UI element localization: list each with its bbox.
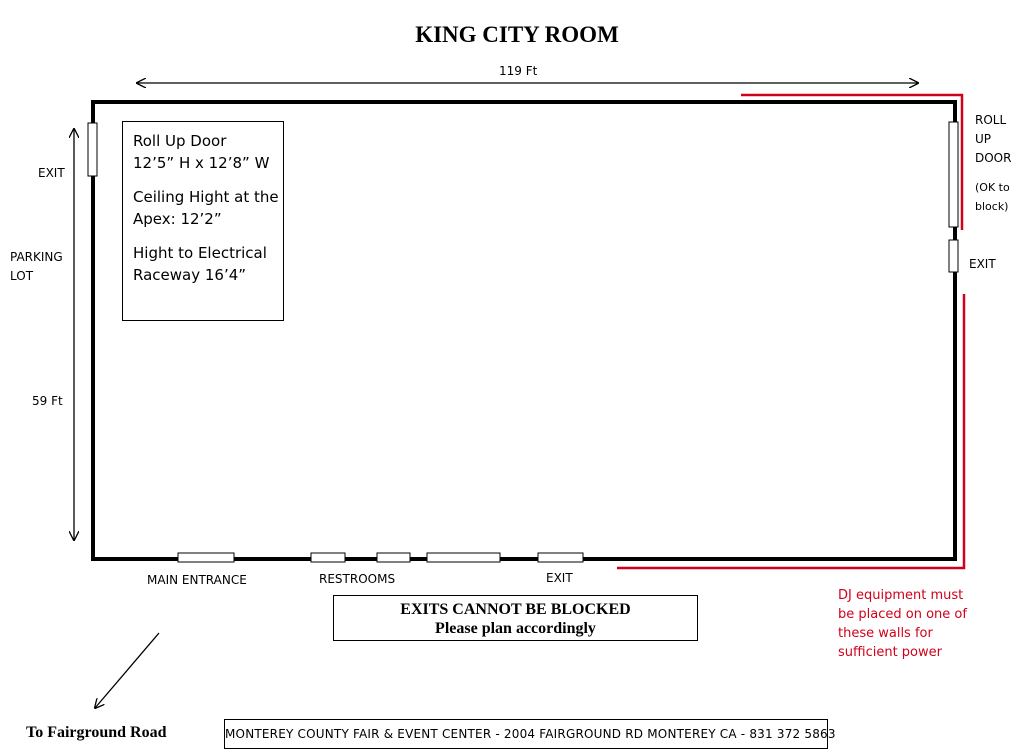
info-raceway-height-value: Raceway 16’4” (133, 266, 247, 284)
info-ceiling-height: Ceiling Hight at the (133, 188, 279, 206)
footer-address: MONTEREY COUNTY FAIR & EVENT CENTER - 2004 FAIRGROUND RD MONTEREY CA - 831 372 5863 (224, 719, 828, 749)
info-roll-up-door: Roll Up Door (133, 132, 227, 150)
height-label: 59 Ft (32, 394, 63, 408)
info-ceiling-height-value: Apex: 12’2” (133, 210, 222, 228)
info-roll-up-door-size: 12’5” H x 12’8” W (133, 154, 270, 172)
exit-left-label: EXIT (38, 166, 65, 180)
exits-warning-box (333, 595, 698, 641)
exit-left-door (88, 123, 97, 176)
info-raceway-height: Hight to Electrical (133, 244, 267, 262)
main-entrance-label: MAIN ENTRANCE (147, 573, 247, 587)
exit-right-label: EXIT (969, 257, 996, 271)
power-wall-top-right (741, 95, 962, 230)
ok-to-block-line-2: block) (975, 200, 1009, 213)
restroom-door-2 (377, 553, 410, 562)
roll-up-door-line-2: UP (975, 132, 992, 146)
exit-bottom-label: EXIT (546, 571, 573, 585)
width-label: 119 Ft (499, 64, 538, 78)
roll-up-door-line-3: DOOR (975, 151, 1012, 165)
dj-note-line-4: sufficient power (838, 645, 942, 660)
fairground-road-label: To Fairground Road (26, 724, 167, 741)
roll-up-door-label (975, 111, 1011, 168)
roll-up-door-line-1: ROLL (975, 113, 1007, 127)
restroom-door-3 (427, 553, 500, 562)
exit-right-door (949, 240, 958, 272)
power-wall-bottom-right (617, 294, 964, 568)
exit-bottom-door (538, 553, 583, 562)
page-title: KING CITY ROOM (415, 22, 619, 47)
ok-to-block-line-1: (OK to (975, 181, 1010, 194)
room-info-box (122, 121, 284, 321)
dj-equipment-note (838, 586, 967, 662)
parking-lot-line-2: LOT (10, 269, 34, 283)
warning-line-1: EXITS CANNOT BE BLOCKED (400, 601, 631, 618)
warning-line-2: Please plan accordingly (435, 620, 596, 637)
restroom-door-1 (311, 553, 345, 562)
dj-note-line-2: be placed on one of (838, 607, 967, 622)
dj-note-line-1: DJ equipment must (838, 588, 964, 603)
ok-to-block-label (975, 178, 1010, 216)
fairground-road-arrow (95, 633, 159, 708)
roll-up-door (949, 122, 958, 227)
main-entrance-door (178, 553, 234, 562)
parking-lot-line-1: PARKING (10, 250, 63, 264)
restrooms-label: RESTROOMS (319, 572, 396, 586)
parking-lot-label (10, 248, 63, 286)
dj-note-line-3: these walls for (838, 626, 933, 641)
